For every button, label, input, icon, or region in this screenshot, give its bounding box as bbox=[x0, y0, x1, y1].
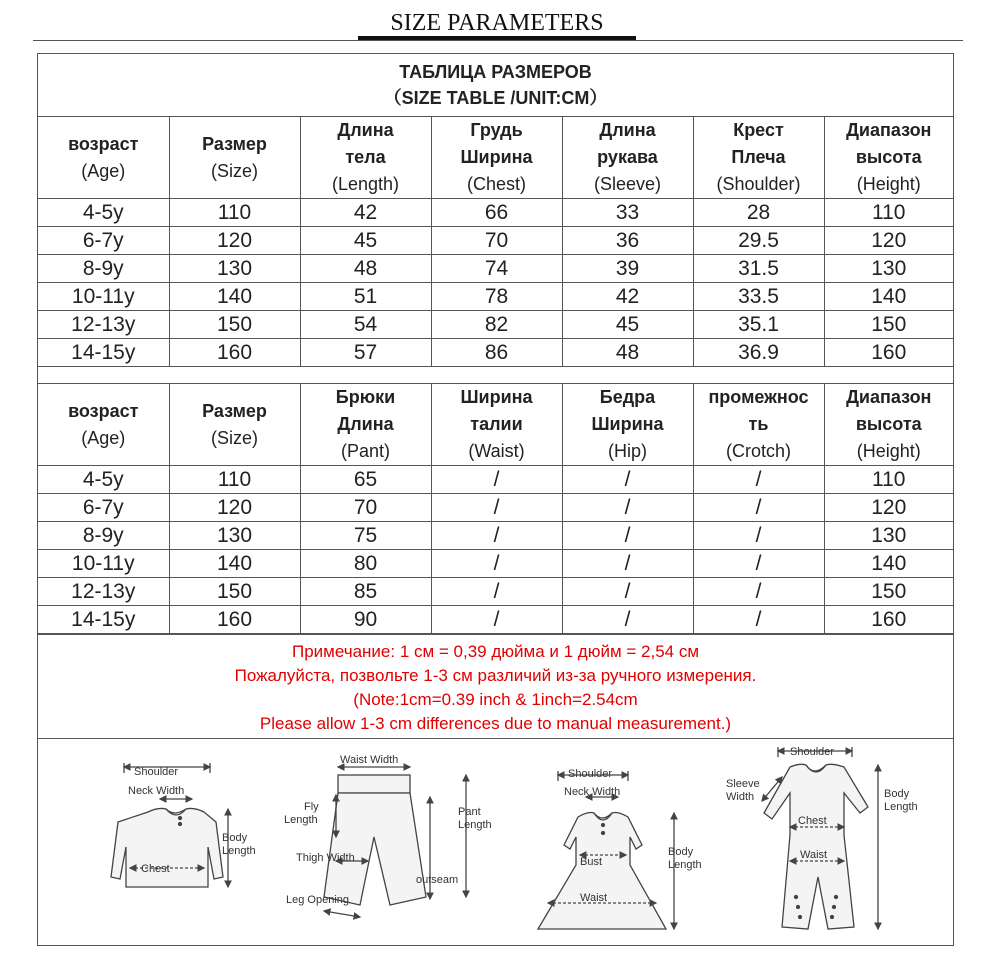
table-cell: 8-9y bbox=[38, 255, 169, 283]
pants-length-label: Length bbox=[458, 819, 492, 831]
table-cell: 12-13y bbox=[38, 311, 169, 339]
table-cell: 48 bbox=[562, 339, 693, 367]
header-pant: Брюки Длина (Pant) bbox=[300, 384, 431, 466]
table-cell: 130 bbox=[824, 522, 953, 550]
table-cell: / bbox=[693, 606, 824, 634]
table-cell: 70 bbox=[300, 494, 431, 522]
pants-fly-length-label: Length bbox=[284, 814, 318, 826]
note-line: Примечание: 1 см = 0,39 дюйма и 1 дюйм = 2,54 см bbox=[291, 642, 700, 661]
header-chest: Грудь Ширина (Chest) bbox=[431, 117, 562, 199]
table-cell: 150 bbox=[824, 311, 953, 339]
table-cell: / bbox=[431, 494, 562, 522]
table-title bbox=[38, 54, 953, 117]
romper-diagram bbox=[762, 747, 878, 929]
table-cell: 48 bbox=[300, 255, 431, 283]
header-size: Размер (Size) bbox=[169, 117, 300, 199]
romper-chest-label: Chest bbox=[798, 815, 827, 827]
table-cell: / bbox=[431, 606, 562, 634]
dress-neck-label: Neck Width bbox=[564, 786, 621, 798]
table-cell: 120 bbox=[824, 227, 953, 255]
table-cell: / bbox=[431, 578, 562, 606]
header-crotch: промежнос ть (Crotch) bbox=[693, 384, 824, 466]
table-cell: 140 bbox=[824, 283, 953, 311]
table-cell: / bbox=[562, 494, 693, 522]
romper-waist-label: Waist bbox=[800, 849, 828, 861]
table-cell: 110 bbox=[169, 199, 300, 227]
table-cell: 33.5 bbox=[693, 283, 824, 311]
table-row bbox=[38, 339, 953, 367]
table-cell: / bbox=[693, 522, 824, 550]
table-cell: 36.9 bbox=[693, 339, 824, 367]
table-spacer bbox=[38, 365, 953, 384]
table-cell: / bbox=[562, 522, 693, 550]
table-cell: 4-5y bbox=[38, 199, 169, 227]
table-cell: 130 bbox=[169, 255, 300, 283]
dress-shoulder-label: Shoulder bbox=[568, 768, 613, 780]
table-cell: 130 bbox=[824, 255, 953, 283]
header-divider bbox=[33, 40, 963, 41]
table-cell: 29.5 bbox=[693, 227, 824, 255]
shirt-body-label: Body bbox=[222, 832, 248, 844]
romper-body-label: Body bbox=[884, 788, 910, 800]
table-cell: 8-9y bbox=[38, 522, 169, 550]
table-cell: 10-11y bbox=[38, 550, 169, 578]
shirt-length-label: Length bbox=[222, 845, 256, 857]
table-cell: 120 bbox=[169, 227, 300, 255]
table-cell: 120 bbox=[824, 494, 953, 522]
table-cell: 160 bbox=[169, 606, 300, 634]
pants-thigh-label: Thigh Width bbox=[296, 852, 355, 864]
table-cell: 42 bbox=[300, 199, 431, 227]
shirt-shoulder-label: Shoulder bbox=[134, 766, 179, 778]
table-cell: 10-11y bbox=[38, 283, 169, 311]
table-row bbox=[38, 283, 953, 311]
table-cell: 51 bbox=[300, 283, 431, 311]
table-cell: 150 bbox=[169, 311, 300, 339]
shirt-neck-label: Neck Width bbox=[128, 785, 185, 797]
table-title-ru: ТАБЛИЦА РАЗМЕРОВ bbox=[399, 62, 592, 82]
table-row bbox=[38, 466, 953, 494]
table-cell: 65 bbox=[300, 466, 431, 494]
pants-leg-label: Leg Opening bbox=[286, 894, 349, 906]
romper-length-label: Length bbox=[884, 801, 918, 813]
table-cell: 36 bbox=[562, 227, 693, 255]
table-cell: / bbox=[693, 550, 824, 578]
table-cell: 80 bbox=[300, 550, 431, 578]
shirt-chest-label: Chest bbox=[141, 863, 170, 875]
table-cell: / bbox=[431, 522, 562, 550]
table-cell: 110 bbox=[824, 466, 953, 494]
header-shoulder: Крест Плеча (Shoulder) bbox=[693, 117, 824, 199]
table-cell: / bbox=[693, 494, 824, 522]
note-line: (Note:1cm=0.39 inch & 1inch=2.54cm bbox=[353, 690, 638, 709]
table-cell: / bbox=[693, 578, 824, 606]
pants-pant-label: Pant bbox=[458, 806, 481, 818]
table-cell: 85 bbox=[300, 578, 431, 606]
header-hip: Бедра Ширина (Hip) bbox=[562, 384, 693, 466]
romper-shoulder-label: Shoulder bbox=[790, 746, 835, 758]
table-cell: 160 bbox=[824, 339, 953, 367]
table-row bbox=[38, 494, 953, 522]
table-row bbox=[38, 578, 953, 606]
header-age: возраст (Age) bbox=[38, 117, 169, 199]
table-cell: 4-5y bbox=[38, 466, 169, 494]
dress-body-label: Body bbox=[668, 846, 694, 858]
dress-bust-label: Bust bbox=[580, 856, 603, 868]
header-age: возраст (Age) bbox=[38, 384, 169, 466]
table-title-en: （SIZE TABLE /UNIT:CM） bbox=[383, 88, 608, 108]
table-cell: 74 bbox=[431, 255, 562, 283]
table-cell: 120 bbox=[169, 494, 300, 522]
table-cell: 110 bbox=[824, 199, 953, 227]
table-row bbox=[38, 199, 953, 227]
table-cell: / bbox=[693, 466, 824, 494]
pants-outseam-label: outseam bbox=[416, 874, 459, 886]
table-cell: 160 bbox=[824, 606, 953, 634]
table-cell: / bbox=[562, 550, 693, 578]
table-cell: 45 bbox=[562, 311, 693, 339]
header-height: Диапазон высота (Height) bbox=[824, 117, 953, 199]
table-cell: 150 bbox=[824, 578, 953, 606]
romper-sleeve-label: Sleeve bbox=[726, 778, 760, 790]
table-row bbox=[38, 227, 953, 255]
table-cell: 45 bbox=[300, 227, 431, 255]
note-line: Please allow 1-3 cm differences due to manual measurement.) bbox=[259, 714, 732, 733]
top-header-row bbox=[38, 117, 953, 199]
measurement-notes bbox=[38, 634, 953, 739]
table-row bbox=[38, 522, 953, 550]
table-cell: 6-7y bbox=[38, 227, 169, 255]
page-title: SIZE PARAMETERS bbox=[358, 8, 636, 40]
table-cell: 140 bbox=[824, 550, 953, 578]
table-cell: 54 bbox=[300, 311, 431, 339]
pants-fly-label: Fly bbox=[304, 801, 319, 813]
dress-waist-label: Waist bbox=[580, 892, 608, 904]
bottom-header-row bbox=[38, 384, 953, 466]
table-cell: / bbox=[562, 466, 693, 494]
header-height: Диапазон высота (Height) bbox=[824, 384, 953, 466]
table-cell: / bbox=[562, 606, 693, 634]
table-cell: 82 bbox=[431, 311, 562, 339]
table-cell: 70 bbox=[431, 227, 562, 255]
table-cell: 150 bbox=[169, 578, 300, 606]
measurement-diagrams bbox=[38, 737, 953, 945]
table-cell: 78 bbox=[431, 283, 562, 311]
table-cell: 66 bbox=[431, 199, 562, 227]
table-cell: 35.1 bbox=[693, 311, 824, 339]
table-cell: 110 bbox=[169, 466, 300, 494]
table-cell: 33 bbox=[562, 199, 693, 227]
pants-waist-label: Waist Width bbox=[340, 754, 399, 766]
table-cell: / bbox=[562, 578, 693, 606]
top-size-table bbox=[38, 116, 953, 367]
table-cell: 140 bbox=[169, 550, 300, 578]
table-row bbox=[38, 255, 953, 283]
table-cell: 90 bbox=[300, 606, 431, 634]
table-cell: / bbox=[431, 466, 562, 494]
table-cell: 160 bbox=[169, 339, 300, 367]
table-row bbox=[38, 311, 953, 339]
header-sleeve: Длина рукава (Sleeve) bbox=[562, 117, 693, 199]
table-cell: 31.5 bbox=[693, 255, 824, 283]
header-waist: Ширина талии (Waist) bbox=[431, 384, 562, 466]
table-cell: 14-15y bbox=[38, 606, 169, 634]
romper-sleeve-width-label: Width bbox=[726, 791, 755, 803]
table-cell: 14-15y bbox=[38, 339, 169, 367]
table-cell: 130 bbox=[169, 522, 300, 550]
table-cell: 6-7y bbox=[38, 494, 169, 522]
table-cell: 28 bbox=[693, 199, 824, 227]
dress-length-label: Length bbox=[668, 859, 702, 871]
table-cell: 42 bbox=[562, 283, 693, 311]
table-cell: 75 bbox=[300, 522, 431, 550]
size-sheet bbox=[37, 53, 954, 946]
table-row bbox=[38, 606, 953, 634]
table-cell: 57 bbox=[300, 339, 431, 367]
note-line: Пожалуйста, позвольте 1-3 см различий из-за ручного измерения. bbox=[234, 666, 757, 685]
table-cell: 140 bbox=[169, 283, 300, 311]
bottom-size-table bbox=[38, 383, 953, 634]
table-row bbox=[38, 550, 953, 578]
header-length: Длина тела (Length) bbox=[300, 117, 431, 199]
table-cell: 86 bbox=[431, 339, 562, 367]
table-cell: 12-13y bbox=[38, 578, 169, 606]
table-cell: / bbox=[431, 550, 562, 578]
header-size: Размер (Size) bbox=[169, 384, 300, 466]
table-cell: 39 bbox=[562, 255, 693, 283]
